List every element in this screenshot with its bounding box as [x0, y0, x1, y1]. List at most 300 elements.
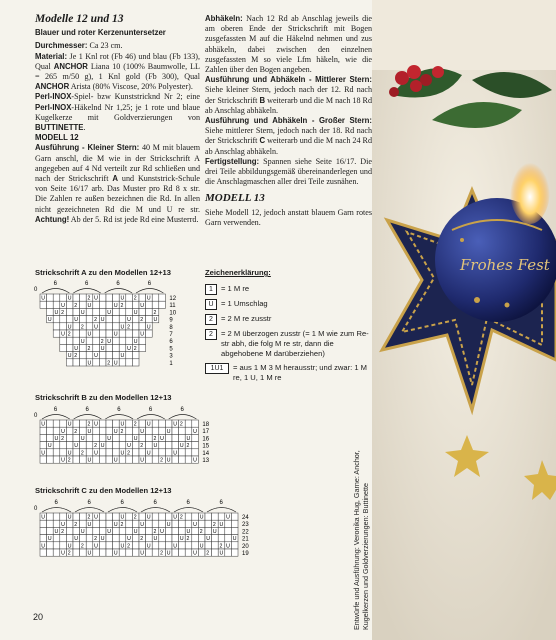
chart-c-cell	[99, 520, 106, 527]
chart-a-cell	[146, 301, 153, 308]
chart-c-cell	[198, 520, 205, 527]
chart-a-row-label: 10	[169, 310, 177, 317]
chart-b-row-label: 18	[202, 422, 210, 428]
chart-b-cell	[146, 427, 153, 434]
chart-b-cell-symbol: U	[87, 428, 92, 435]
chart-c-cell-symbol: 2	[133, 514, 137, 521]
chart-a-cell-symbol: U	[54, 310, 59, 316]
chart-a-cell	[139, 294, 146, 301]
chart-c-cell	[198, 535, 205, 542]
chart-b-cell-symbol: U	[61, 428, 65, 435]
chart-b-cell	[192, 449, 199, 456]
chart-a-cell	[86, 308, 93, 315]
chart-c-cell-symbol: U	[127, 536, 131, 543]
chart-b-cell	[119, 434, 126, 441]
chart-b-cell	[106, 442, 113, 449]
chart-c-cell	[93, 549, 100, 556]
left-column	[35, 14, 200, 225]
chart-a-cell-symbol: U	[140, 302, 145, 309]
chart-c-cell-symbol: U	[61, 550, 65, 557]
chart-a-row-label: 7	[169, 332, 173, 338]
chart-a-cell	[53, 301, 60, 308]
chart-c-cell	[80, 513, 87, 520]
chart-a-cell-symbol: U	[94, 324, 98, 331]
chart-b-cell	[73, 420, 80, 427]
chart-c-cell	[179, 527, 186, 534]
chart-c-cell-symbol: U	[107, 529, 112, 535]
chart-a-cell-symbol: 2	[100, 338, 104, 345]
chart-a-cell-symbol: U	[120, 353, 125, 360]
chart-b-cell	[66, 434, 73, 441]
chart-a-cell	[86, 323, 93, 330]
chart-c-cell	[152, 549, 159, 556]
chart-a-cell	[113, 316, 120, 323]
chart-a-cell-symbol: U	[113, 302, 118, 309]
chart-c-cell-symbol: 2	[212, 521, 216, 528]
chart-c-cell	[179, 549, 186, 556]
chart-c-cell-symbol: 2	[140, 536, 144, 543]
chart-a-cell	[93, 359, 100, 366]
chart-a-cell	[113, 344, 120, 351]
chart-a-cell	[80, 294, 87, 301]
chart-a-cell	[132, 316, 139, 323]
chart-a-cell	[139, 344, 146, 351]
chart-c-cell	[66, 520, 73, 527]
chart-c-cell	[40, 535, 47, 542]
chart-c-cell	[212, 513, 219, 520]
chart-a-cell	[106, 330, 113, 337]
diameter-paragraph: Durchmesser: Ca 23 cm.	[35, 41, 123, 51]
chart-c-cell	[106, 535, 113, 542]
chart-a-cell	[66, 359, 73, 366]
chart-c-cell	[132, 549, 139, 556]
chart-b-cell-symbol: U	[87, 457, 92, 464]
chart-b-cell	[185, 427, 192, 434]
chart-b-cell-symbol: U	[107, 436, 112, 442]
chart-c-cell-symbol: U	[219, 521, 224, 528]
chart-a-cell	[53, 330, 60, 337]
chart-b-cell-symbol: U	[67, 421, 72, 428]
chart-a-cell-symbol: 2	[140, 317, 144, 324]
chart-c-cell	[172, 527, 179, 534]
chart-a-cell-symbol: 2	[87, 295, 91, 302]
chart-c-cell-symbol: U	[179, 536, 184, 543]
chart-a-cell	[40, 301, 47, 308]
chart-b-cell	[165, 434, 172, 441]
chart-b-cell-symbol: U	[94, 421, 98, 428]
chart-b-cell	[93, 456, 100, 463]
chart-c-cell	[139, 527, 146, 534]
chart-a-cell-symbol: 2	[74, 353, 78, 360]
chart-c-cell	[212, 535, 219, 542]
chart-c-cell-symbol: U	[120, 514, 125, 521]
chart-a-cell	[53, 294, 60, 301]
chart-b-cell	[93, 434, 100, 441]
chart-b-cell	[179, 449, 186, 456]
chart-b-arc	[105, 415, 133, 420]
chart-c-cell-symbol: U	[120, 543, 125, 550]
chart-b-cell	[152, 427, 159, 434]
chart-b-cell	[60, 449, 67, 456]
chart-b-cell-symbol: U	[153, 443, 158, 450]
chart-a-cell	[80, 344, 87, 351]
chart-a-cell-symbol: U	[41, 295, 46, 302]
chart-b-cell	[152, 420, 159, 427]
chart-c-cell	[40, 520, 47, 527]
chart-c-title: Strickschrift C zu den Modellen 12+13	[35, 486, 172, 495]
chart-a-cell	[99, 330, 106, 337]
chart-c-cell	[93, 520, 100, 527]
chart-b-cell	[80, 442, 87, 449]
chart-a-cell	[99, 323, 106, 330]
chart-c-cell	[192, 527, 199, 534]
chart-b-cell	[192, 420, 199, 427]
chart-b-cell	[99, 420, 106, 427]
chart-a-cell-symbol: U	[120, 295, 125, 302]
chart-c-cell	[198, 549, 205, 556]
chart-b-cell	[106, 456, 113, 463]
chart-c-cell	[80, 549, 87, 556]
chart-a-cell	[106, 301, 113, 308]
legend-item-ssk: 2 = 2 M überzogen zusstr (= 1 M wie zum Re-str abh, die folg M re str, dann die abgehobene M darüberziehen)	[205, 329, 370, 359]
chart-c-cell	[99, 513, 106, 520]
chart-a-cell	[66, 308, 73, 315]
chart-a-cell-symbol: U	[61, 302, 65, 309]
chart-c-arc-label: 6	[186, 500, 190, 506]
chart-c-cell	[53, 513, 60, 520]
chart-c-cell-symbol: 2	[67, 550, 71, 557]
chart-b-row-label: 14	[202, 450, 210, 457]
chart-c-cell	[172, 520, 179, 527]
chart-a-zero-label: 0	[34, 287, 38, 293]
chart-c-cell	[106, 542, 113, 549]
chart-c-cell	[119, 535, 126, 542]
chart-c-cell	[86, 535, 93, 542]
chart-c-cell	[231, 513, 238, 520]
chart-a-cell-symbol: U	[107, 338, 112, 345]
chart-c-cell	[60, 513, 67, 520]
chart-b-arc-label: 6	[180, 407, 184, 413]
chart-c-cell-symbol: U	[41, 514, 46, 521]
chart-b-cell-symbol: U	[113, 457, 118, 464]
chart-c-cell	[139, 513, 146, 520]
chart-c-row-label: 20	[242, 543, 249, 550]
chart-c-cell-symbol: 2	[199, 529, 203, 535]
chart-c-cell	[218, 535, 225, 542]
chart-c-cell-symbol: U	[94, 514, 98, 521]
chart-c-cell	[146, 527, 153, 534]
chart-a-cell	[73, 337, 80, 344]
chart-a-cell	[106, 294, 113, 301]
chart-c-zero-label: 0	[34, 506, 38, 512]
chart-b-arc-label: 6	[53, 407, 58, 413]
chart-c-cell	[185, 549, 192, 556]
chart-b-cell	[40, 434, 47, 441]
chart-a-arc-label: 6	[53, 281, 58, 287]
chart-a-cell	[80, 359, 87, 366]
chart-a-cell-symbol: 2	[133, 295, 137, 302]
candle-photo	[372, 0, 556, 640]
chart-b-cell	[47, 434, 54, 441]
chart-b-cell	[139, 449, 146, 456]
chart-c-cell-symbol: 2	[186, 536, 190, 543]
chart-b-cell-symbol: U	[179, 443, 184, 450]
chart-c-cell-symbol: U	[226, 543, 230, 550]
chart-b-cell-symbol: U	[193, 457, 197, 464]
chart-c-cell	[185, 542, 192, 549]
legend-item-k2tog: 2 = 2 M re zusstr	[205, 314, 370, 325]
chart-c-cell	[205, 513, 212, 520]
chart-b-cell	[159, 420, 166, 427]
chart-c-cell-symbol: U	[166, 521, 171, 528]
chart-c-cell	[179, 542, 186, 549]
credit-line: Entwürfe und Ausführung: Veronika Hug, Garne: Anchor, Kugelkerzen und Goldverzierungen: Buttinette	[352, 450, 370, 630]
chart-b-cell	[60, 420, 67, 427]
chart-a-row-label: 5	[169, 346, 173, 353]
chart-a-cell	[73, 330, 80, 337]
chart-b-cell	[152, 449, 159, 456]
chart-b-cell	[73, 456, 80, 463]
chart-b-cell-symbol: 2	[94, 443, 97, 450]
modell-12-heading: MODELL 12	[35, 133, 79, 143]
chart-b-zero-label: 0	[34, 413, 38, 419]
chart-b-cell	[172, 427, 179, 434]
chart-b-cell	[185, 420, 192, 427]
chart-b-cell-symbol: U	[61, 457, 65, 464]
chart-b-cell-symbol: U	[133, 436, 138, 442]
chart-b-cell	[80, 420, 87, 427]
chart-a-cell-symbol: U	[153, 317, 158, 324]
legend-item-yarnover: U = 1 Umschlag	[205, 299, 370, 310]
chart-c-cell	[126, 549, 133, 556]
chart-c-cell-symbol: U	[87, 521, 92, 528]
ssk-symbol-icon: 2	[205, 329, 217, 340]
chart-b-cell	[159, 449, 166, 456]
chart-a-cell	[47, 294, 54, 301]
chart-c-cell	[132, 542, 139, 549]
chart-c-cell-symbol: U	[193, 521, 197, 528]
chart-c-cell	[231, 520, 238, 527]
chart-a-arc	[105, 289, 132, 294]
chart-c-row-label: 23	[242, 522, 249, 529]
chart-c-cell-symbol: U	[166, 550, 171, 557]
chart-a-arc-label: 6	[116, 281, 120, 287]
chart-a-cell	[80, 301, 87, 308]
chart-c-row-label: 24	[242, 515, 249, 521]
chart-c-cell-symbol: 2	[61, 529, 64, 535]
chart-c-cell	[47, 542, 54, 549]
chart-a-cell-symbol: U	[146, 295, 151, 302]
chart-b-cell-symbol: 2	[140, 443, 144, 450]
chart-b-cell	[53, 442, 60, 449]
chart-c-cell	[225, 520, 232, 527]
chart-a-cell	[106, 316, 113, 323]
chart-c-cell-symbol: 2	[179, 514, 183, 521]
chart-b-cell-symbol: 2	[186, 443, 190, 450]
chart-b-cell	[132, 442, 139, 449]
large-star-paragraph: Ausführung und Abhäkeln - Großer Stern: Siehe mittlerer Stern, jedoch nach der 18. Rd nach der Strickschrift C weiterarb und die M nach 24 Rd ab Anschlag abhäkeln.	[205, 116, 372, 156]
chart-c-cell	[172, 535, 179, 542]
chart-c-cell	[73, 549, 80, 556]
chart-c-cell	[66, 535, 73, 542]
chart-b-cell	[40, 456, 47, 463]
chart-b-cell-symbol: 2	[61, 436, 64, 442]
chart-c-cell	[60, 542, 67, 549]
chart-c-cell-symbol: U	[206, 536, 211, 543]
chart-a-cell-symbol: 2	[61, 310, 64, 316]
chart-c-cell	[119, 527, 126, 534]
chart-c-cell-symbol: 2	[206, 550, 210, 557]
chart-a-cell-symbol: U	[67, 324, 72, 331]
chart-c-cell	[40, 549, 47, 556]
chart-b-cell	[159, 427, 166, 434]
chart-b-cell	[139, 434, 146, 441]
chart-b-cell	[60, 442, 67, 449]
chart-b-cell	[146, 456, 153, 463]
chart-c-cell	[53, 520, 60, 527]
chart-a-cell-symbol: 2	[67, 331, 71, 338]
chart-a-cell-symbol: 2	[80, 324, 84, 331]
chart-c-cell	[231, 527, 238, 534]
chart-c-cell	[159, 520, 166, 527]
chart-b-cell	[99, 434, 106, 441]
chart-a-cell-symbol: 2	[120, 302, 124, 309]
chart-b-cell-symbol: U	[140, 428, 145, 435]
chart-b-cell-symbol: U	[120, 450, 125, 457]
abhaekeln-paragraph: Abhäkeln: Nach 12 Rd ab Anschlag jeweils die am oberen Ende der Strickschrift mit Bogen zusgefassten M auf die Häkelnd nehmen und zus abhäkeln, dabei zwischen den einzelnen zusgefassten M so viele Lfm häkeln, wie die Zahlen über den Bogen angeben.	[205, 14, 372, 75]
chart-b-cell-symbol: 2	[179, 421, 183, 428]
chart-c-diagram	[30, 497, 270, 559]
chart-b-cell	[66, 427, 73, 434]
chart-c-cell	[106, 549, 113, 556]
chart-c-cell	[231, 549, 238, 556]
chart-c-cell	[80, 535, 87, 542]
chart-a-cell	[106, 352, 113, 359]
chart-c-cell-symbol: U	[232, 536, 237, 543]
chart-b-cell	[185, 449, 192, 456]
chart-a-cell	[93, 308, 100, 315]
chart-c-cell	[218, 513, 225, 520]
chart-c-cell	[231, 542, 238, 549]
chart-b-cell	[132, 449, 139, 456]
chart-a-cell-symbol: U	[107, 310, 112, 316]
chart-b-row-label: 16	[202, 436, 210, 443]
chart-a-cell-symbol: 2	[107, 360, 111, 367]
chart-b-cell-symbol: U	[186, 436, 191, 442]
chart-a-cell-symbol: U	[100, 346, 105, 352]
chart-a-arc	[73, 289, 100, 294]
chart-c-cell	[212, 542, 219, 549]
chart-c-cell	[86, 542, 93, 549]
chart-b-cell	[106, 427, 113, 434]
chart-b-arc	[42, 415, 70, 420]
chart-a-row-label: 1	[169, 360, 173, 367]
chart-c-cell	[152, 520, 159, 527]
chart-c-cell	[165, 513, 172, 520]
chart-a-row-label: 9	[169, 317, 173, 324]
chart-a-cell	[53, 323, 60, 330]
chart-b-cell	[172, 456, 179, 463]
chart-a-cell	[66, 344, 73, 351]
chart-c-cell	[47, 549, 54, 556]
chart-a-cell	[132, 323, 139, 330]
yarnover-symbol-icon: U	[205, 299, 217, 310]
chart-c-cell-symbol: U	[54, 529, 59, 535]
chart-a-cell	[99, 359, 106, 366]
chart-c-cell-symbol: 2	[219, 543, 223, 550]
chart-c-arc-label: 6	[153, 500, 157, 506]
chart-c-cell	[159, 542, 166, 549]
chart-a-arc	[42, 289, 69, 294]
chart-c-arc	[141, 508, 170, 513]
chart-a-arc	[136, 289, 163, 294]
chart-b-cell-symbol: U	[127, 443, 131, 450]
chart-a-cell	[93, 330, 100, 337]
legend-item-increase: 1U1 = aus 1 M 3 M herausstr; und zwar: 1 M re, 1 U, 1 M re	[205, 363, 370, 383]
chart-c-cell-symbol: U	[94, 543, 98, 550]
chart-b-cell-symbol: U	[41, 450, 46, 457]
k2tog-symbol-icon: 2	[205, 314, 217, 325]
chart-c-cell-symbol: 2	[87, 514, 91, 521]
chart-c-cell	[152, 542, 159, 549]
chart-b-cell-symbol: U	[80, 436, 85, 442]
chart-a-cell-symbol: U	[100, 317, 105, 324]
chart-c-cell	[212, 549, 219, 556]
medium-star-paragraph: Ausführung und Abhäkeln - Mittlerer Stern: Siehe kleiner Stern, jedoch nach der 12. Rd nach der Strickschrift B weiterarb und die M nach 18 Rd ab Anschlag abhäkeln.	[205, 75, 372, 115]
candle-greeting: Frohes Fest	[460, 256, 550, 274]
chart-c-cell	[132, 520, 139, 527]
chart-a-cell-symbol: U	[127, 317, 131, 324]
chart-a-cell	[99, 308, 106, 315]
page-number: 20	[33, 612, 44, 622]
chart-a-cell	[86, 316, 93, 323]
chart-a-cell	[159, 301, 166, 308]
chart-a-cell-symbol: U	[74, 317, 79, 324]
chart-a-cell	[66, 301, 73, 308]
material-paragraph: Material: Je 1 Knl rot (Fb 46) und blau (Fb 133), Qual ANCHOR Liana 10 (100% Baumwolle, LL = 265 m/50 g), 1 Knl gold (Fb 300), Qual ANCHOR Arista (80% Viscose, 20% Polyester).	[35, 51, 200, 92]
chart-c-cell	[132, 535, 139, 542]
chart-c-cell-symbol: U	[100, 536, 105, 543]
chart-c-cell	[192, 542, 199, 549]
chart-c-cell	[53, 549, 60, 556]
chart-c-cell	[73, 527, 80, 534]
chart-b-cell	[106, 449, 113, 456]
chart-a-cell	[132, 301, 139, 308]
chart-a-cell-symbol: U	[67, 295, 72, 302]
chart-b-cell	[126, 420, 133, 427]
chart-b-row-label: 17	[202, 429, 210, 436]
modell-13-paragraph: Siehe Modell 12, jedoch anstatt blauem Garn rotes Garn verwenden.	[205, 207, 372, 227]
chart-b-cell	[165, 442, 172, 449]
chart-b-cell	[40, 442, 47, 449]
chart-a-cell	[47, 308, 54, 315]
chart-b-cell	[185, 456, 192, 463]
chart-a-cell-symbol: 2	[127, 324, 130, 331]
chart-b-cell	[113, 420, 120, 427]
chart-a-cell	[146, 308, 153, 315]
chart-b-cell-symbol: U	[166, 457, 171, 464]
chart-a-cell	[73, 323, 80, 330]
chart-c-cell-symbol: 2	[153, 529, 157, 535]
chart-a-cell	[126, 294, 133, 301]
chart-b-arc-label: 6	[85, 407, 89, 413]
chart-a-cell	[152, 301, 159, 308]
chart-a-cell	[113, 308, 120, 315]
chart-b-cell	[165, 420, 172, 427]
chart-b-cell	[40, 427, 47, 434]
chart-a-cell	[86, 337, 93, 344]
chart-c-cell	[179, 520, 186, 527]
